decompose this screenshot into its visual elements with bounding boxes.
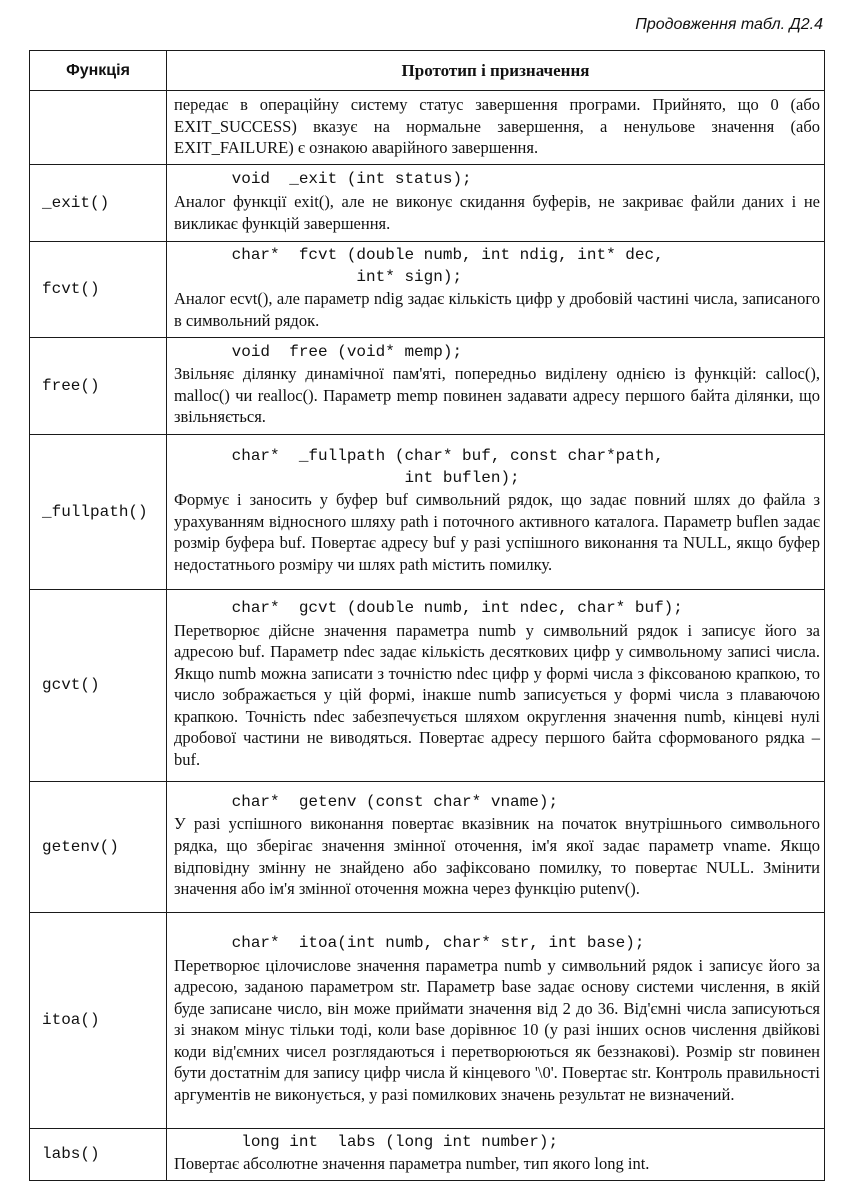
function-description-cell bbox=[167, 912, 825, 1128]
function-name: itoa() bbox=[30, 912, 167, 1128]
function-prototype: void free (void* memp); bbox=[174, 342, 463, 361]
column-header-prototype: Прототип і призначення bbox=[167, 51, 825, 91]
function-description-cell bbox=[167, 1128, 825, 1180]
function-name: getenv() bbox=[30, 781, 167, 912]
function-prototype: char* _fullpath (char* buf, const char*path, int buflen); bbox=[231, 447, 664, 487]
function-name: labs() bbox=[30, 1128, 167, 1180]
function-prototype: char* gcvt (double numb, int ndec, char* buf); bbox=[174, 598, 683, 617]
function-prototype: char* itoa(int numb, char* str, int base); bbox=[174, 933, 645, 952]
function-description-cell bbox=[167, 589, 825, 781]
function-description-cell bbox=[167, 781, 825, 912]
function-name: free() bbox=[30, 337, 167, 434]
function-description-cell bbox=[167, 91, 825, 165]
function-prototype: char* fcvt (double numb, int ndig, int* dec, int* sign); bbox=[231, 246, 664, 286]
table-row bbox=[30, 241, 825, 337]
function-description: Формує і заносить у буфер buf символьний рядок, що задає повний шлях до файла з урахуванням відносного шляху path і поточного активного каталога. Параметр buflen задає розмір буфера buf. Повертає адресу buf у разі успішного виконання та NULL, якщо буфер недостатнього розміру чи шлях path містить помилку. bbox=[174, 490, 820, 574]
table-row bbox=[30, 91, 825, 165]
table-row bbox=[30, 589, 825, 781]
function-name: fcvt() bbox=[30, 241, 167, 337]
column-header-function: Функція bbox=[30, 51, 167, 91]
function-prototype: void _exit (int status); bbox=[174, 170, 472, 189]
function-description-cell bbox=[167, 337, 825, 434]
function-description-cell bbox=[167, 164, 825, 241]
table-row bbox=[30, 912, 825, 1128]
function-description: У разі успішного виконання повертає вказівник на початок внутрішнього символьного рядка, що зберігає значення змінної оточення, ім'я якої задає параметр vname. Якщо відповідну змінну не знайдено або зафіксовано помилку, то повертає NULL. Змінити значення або ім'я змінної оточення можна через функцію putenv(). bbox=[174, 814, 820, 899]
function-description: Перетворює цілочислове значення параметра numb у символьний рядок і записує його за адресою, заданою параметром str. Параметр base задає основу системи числення, в якій буде записане число, він може приймати значення від 2 до 36. Від'ємні числа записуються зі знаком мінус тільки тоді, коли base дорівнює 10 (у разі інших основ числення двійкові коди від'ємних чисел розглядаються і перетворюються як беззнакові). Розмір str повинен бути достатнім для запису цифр числа й кінцевого '\0'. Повертає str. Контроль правильності аргументів не виконується, у разі помилкових значень результат не визначений. bbox=[174, 955, 820, 1105]
function-prototype: long int labs (long int number); bbox=[174, 1132, 559, 1151]
function-description-cell bbox=[167, 434, 825, 589]
table-header-row bbox=[30, 51, 825, 91]
table-row bbox=[30, 1128, 825, 1180]
function-name bbox=[30, 91, 167, 165]
function-name: gcvt() bbox=[30, 589, 167, 781]
function-name: _fullpath() bbox=[30, 434, 167, 589]
function-description-cell bbox=[167, 241, 825, 337]
function-description: Звільняє ділянку динамічної пам'яті, попередньо виділену однією із функцій: calloc(), malloc() чи realloc(). Параметр memp повинен задавати адресу першого байта ділянки, що звільняється. bbox=[174, 364, 820, 427]
table-row bbox=[30, 781, 825, 912]
function-prototype: char* getenv (const char* vname); bbox=[174, 792, 559, 811]
function-reference-table bbox=[29, 50, 825, 1181]
function-description: Аналог ecvt(), але параметр ndig задає кількість цифр у дробовій частині числа, записаного в символьний рядок. bbox=[174, 289, 820, 330]
table-caption: Продовження табл. Д2.4 bbox=[635, 16, 823, 33]
table-row bbox=[30, 434, 825, 589]
table-row bbox=[30, 337, 825, 434]
function-description: Перетворює дійсне значення параметра numb у символьний рядок і записує його за адресою buf. Параметр ndec задає кількість десяткових цифр у символьному записі числа. Якщо numb можна записати з точністю ndec цифр у формі числа з фіксованою крапкою, то число зображається у цій формі, інакше numb записується у формі числа з плаваючою крапкою. Точність ndec забезпечується шляхом округлення значення numb, кінцеві нулі дробової частини не виводяться. Повертає адресу першого байта сформованого рядка – buf. bbox=[174, 620, 820, 770]
function-name: _exit() bbox=[30, 164, 167, 241]
function-description: Аналог функції exit(), але не виконує скидання буферів, не закриває файли даних і не викликає функцій завершення. bbox=[174, 191, 820, 233]
function-description: передає в операційну систему статус завершення програми. Прийнято, що 0 (або EXIT_SUCCESS) вказує на нормальне завершення, а ненульове значення (або EXIT_FAILURE) є ознакою аварійного завершення. bbox=[174, 95, 820, 158]
table-row bbox=[30, 164, 825, 241]
function-description: Повертає абсолютне значення параметра number, тип якого long int. bbox=[174, 1154, 650, 1174]
